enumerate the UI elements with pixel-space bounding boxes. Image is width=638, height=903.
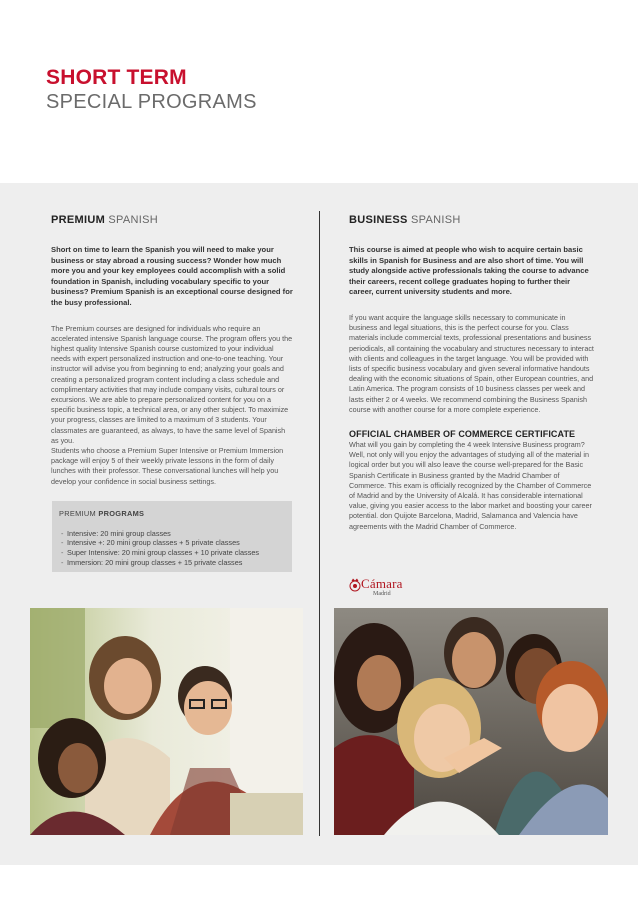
business-body (349, 313, 594, 415)
certificate-title: OFFICIAL CHAMBER OF COMMERCE CERTIFICATE (349, 429, 576, 439)
programs-title-light: PREMIUM (59, 508, 99, 518)
premium-intro: Short on time to learn the Spanish you will need to make your business or stay abroad a rousing success? Wonder how much more you and your key employees could accomplish with a solid foundation in Spanish, including vocabulary specific to your business? Premium Spanish is an exceptional course designed for the busy professional. (51, 245, 293, 307)
list-item: - Intensive +: 20 mini group classes + 5 private classes (67, 538, 259, 548)
logo-subtitle: Madrid (373, 591, 391, 597)
students-photo-right (334, 608, 608, 835)
camara-madrid-logo (349, 577, 419, 599)
page-title-block (46, 66, 257, 114)
premium-body-paragraph-1: The Premium courses are designed for individuals who require an accelerated intensive Spanish language course. The program offers you the highest quality Intensive Spanish course customized to your individual needs with expert personalized instruction and one-to-one teaching. Your instructor will advise you from beginning to end; analyzing your goals and creating a personalized program content including a class schedule and complimentary activities that may include company visits, cultural tours or excursions. We are able to prepare personalized content for you on a specific business topic, a technical area, or any other subject. To maximize your progress, classes are limited to a maximum of 3 students. Your classmates are guaranteed, as always, to have the same level of Spanish as you. (51, 323, 293, 445)
premium-body-paragraph-2: Students who choose a Premium Super Intensive or Premium Immersion package will enjoy 5 of their weekly private lessons in the form of daily lunches with their professor. These conversational lunches will help you develop your confidence in social business settings. (51, 446, 284, 486)
business-body-paragraph: If you want acquire the language skills necessary to communicate in business and legal situations, this is the perfect course for you. Class materials include commercial texts, professional presentations and business periodicals, all containing the vocabulary and structures necessary to interact with clients and colleagues in the target language. You will be provided with lists of specific business vocabulary and given several informative handouts dealing with the economic situations of Spain, other European countries, and Latin America. The program consists of 10 business classes per week and lasts either 2 or 4 weeks. We recommend combining the Business Spanish course with another course for a more complete experience. (349, 312, 594, 414)
students-photo-left (30, 608, 303, 835)
premium-section-title (51, 214, 294, 227)
premium-programs-list (67, 529, 259, 567)
certificate-body-paragraph: What will you gain by completing the 4 week Intensive Business program? Well, not only will you enjoy the advantages of studying all of the material in logical order but you will also leave the course well-prepared for the Basic Spanish Certificate in Business granted by the Madrid Chamber of Commerce. This exam is officially recognized by the Chamber of Commerce of Madrid and by the University of Alcalá. It has considerable international value, giving you easier access to the labor market and boosting your career potential. don Quijote Barcelona, Madrid, Salamanca and Valencia have agreements with the Madrid Chamber of Commerce. (349, 440, 592, 531)
list-item: - Intensive: 20 mini group classes (67, 529, 259, 539)
column-divider (319, 211, 320, 836)
premium-programs-box (52, 501, 292, 572)
business-spanish-section (349, 214, 594, 532)
premium-spanish-section (51, 214, 294, 572)
page-title-secondary: SPECIAL PROGRAMS (46, 91, 257, 113)
list-item: - Super Intensive: 20 mini group classes + 10 private classes (67, 548, 259, 558)
business-title-light: SPANISH (407, 214, 461, 226)
business-title-bold: BUSINESS (349, 214, 408, 226)
premium-programs-title (59, 509, 144, 518)
business-intro: This course is aimed at people who wish to acquire certain basic skills in Spanish for Business and are also short of time. You will study alongside active professionals taking the course to advance their careers, recent college graduates hoping to further their career, current university students and more. (349, 245, 589, 297)
business-section-title (349, 214, 594, 227)
premium-title-light: SPANISH (105, 214, 158, 226)
premium-body (51, 324, 294, 487)
crown-seal-icon (349, 578, 361, 592)
certificate-body (349, 440, 594, 532)
premium-title-bold: PREMIUM (51, 214, 106, 226)
page-title-primary: SHORT TERM (46, 66, 187, 89)
list-item: - Immersion: 20 mini group classes + 15 private classes (67, 558, 259, 568)
programs-title-bold: PROGRAMS (98, 508, 145, 518)
logo-name: Cámara (361, 576, 403, 591)
